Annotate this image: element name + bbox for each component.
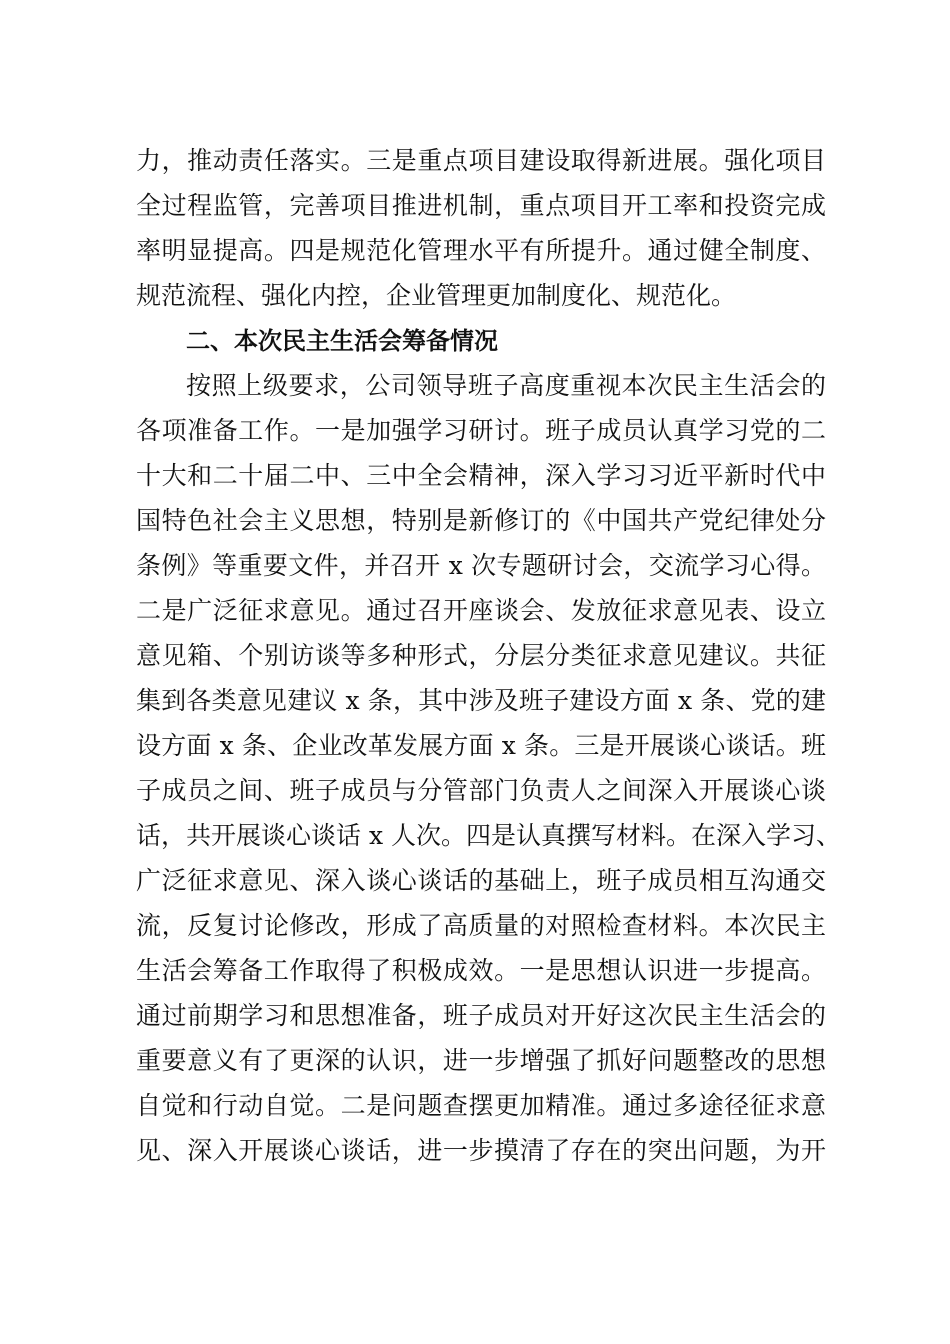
paragraph-line: 按照上级要求，公司领导班子高度重视本次民主生活会的	[186, 371, 826, 400]
paragraph-line: 自觉和行动自觉。二是问题查摆更加精准。通过多途径征求意	[136, 1091, 826, 1120]
paragraph-line: 重要意义有了更深的认识，进一步增强了抓好问题整改的思想	[136, 1046, 826, 1075]
paragraph-line: 二是广泛征求意见。通过召开座谈会、发放征求意见表、设立	[136, 596, 826, 625]
paragraph-line: 规范流程、强化内控，企业管理更加制度化、规范化。	[136, 281, 737, 310]
paragraph-line: 率明显提高。四是规范化管理水平有所提升。通过健全制度、	[136, 236, 826, 265]
paragraph-line: 条例》等重要文件，并召开 x 次专题研讨会，交流学习心得。	[136, 551, 826, 580]
paragraph-line: 全过程监管，完善项目推进机制，重点项目开工率和投资完成	[136, 191, 826, 220]
paragraph-line: 集到各类意见建议 x 条，其中涉及班子建设方面 x 条、党的建	[136, 686, 826, 715]
paragraph-line: 通过前期学习和思想准备，班子成员对开好这次民主生活会的	[136, 1001, 826, 1030]
paragraph-line: 话，共开展谈心谈话 x 人次。四是认真撰写材料。在深入学习、	[136, 821, 841, 850]
paragraph-line: 国特色社会主义思想，特别是新修订的《中国共产党纪律处分	[136, 506, 826, 535]
paragraph-line: 生活会筹备工作取得了积极成效。一是思想认识进一步提高。	[136, 956, 826, 985]
paragraph-line: 流，反复讨论修改，形成了高质量的对照检查材料。本次民主	[136, 911, 826, 940]
paragraph-line: 各项准备工作。一是加强学习研讨。班子成员认真学习党的二	[136, 416, 826, 445]
section-heading: 二、本次民主生活会筹备情况	[186, 327, 498, 355]
paragraph-line: 力，推动责任落实。三是重点项目建设取得新进展。强化项目	[136, 146, 826, 175]
paragraph-line: 设方面 x 条、企业改革发展方面 x 条。三是开展谈心谈话。班	[136, 731, 826, 760]
paragraph-line: 子成员之间、班子成员与分管部门负责人之间深入开展谈心谈	[136, 776, 826, 805]
paragraph-line: 意见箱、个别访谈等多种形式，分层分类征求意见建议。共征	[136, 641, 826, 670]
paragraph-line: 广泛征求意见、深入谈心谈话的基础上，班子成员相互沟通交	[136, 866, 826, 895]
paragraph-line: 见、深入开展谈心谈话，进一步摸清了存在的突出问题，为开	[136, 1136, 826, 1165]
paragraph-line: 十大和二十届二中、三中全会精神，深入学习习近平新时代中	[136, 461, 826, 490]
